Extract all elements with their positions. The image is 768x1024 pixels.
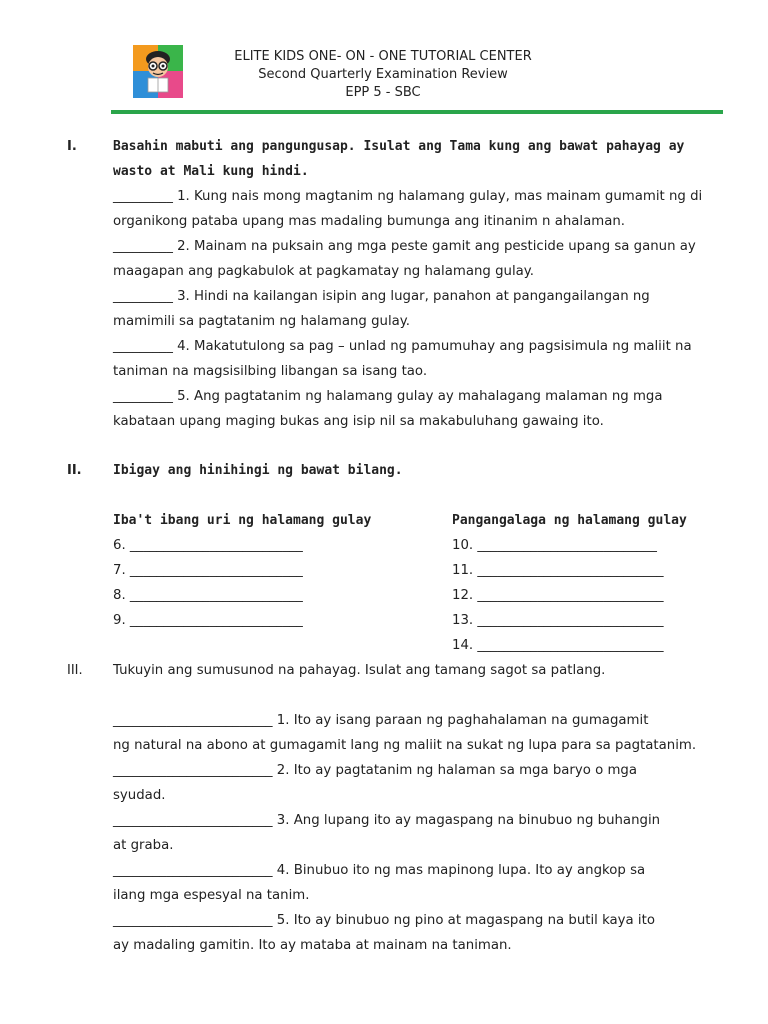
- section-1-line: _________ 5. Ang pagtatanim ng halamang gulay ay mahalagang malaman ng mga: [113, 389, 663, 404]
- section-3-line: ________________________ 5. Ito ay binubuo ng pino at magaspang na butil kaya ito: [113, 913, 655, 928]
- answer-blank[interactable]: 9. __________________________: [113, 613, 303, 628]
- section-3-line: ________________________ 1. Ito ay isang paraan ng paghahalaman na gumagamit: [113, 713, 649, 728]
- section-1-line: maagapan ang pagkabulok at pagkamatay ng halamang gulay.: [113, 264, 535, 279]
- answer-blank[interactable]: 10. ___________________________: [452, 538, 657, 553]
- tutorial-center-logo-icon: [133, 45, 183, 98]
- section-1-line: kabataan upang maging bukas ang isip nil sa makabuluhang gawaing ito.: [113, 414, 604, 429]
- left-column-heading: Iba't ibang uri ng halamang gulay: [113, 513, 372, 528]
- section-3-line: ay madaling gamitin. Ito ay mataba at mainam na taniman.: [113, 938, 512, 953]
- section-3-line: syudad.: [113, 788, 166, 803]
- section-1-line: _________ 1. Kung nais mong magtanim ng halamang gulay, mas mainam gumamit ng di: [113, 189, 703, 204]
- section-1-numeral: I.: [67, 139, 77, 154]
- section-1-line: mamimili sa pagtatanim ng halamang gulay.: [113, 314, 410, 329]
- answer-blank[interactable]: 11. ____________________________: [452, 563, 664, 578]
- section-3-line: ng natural na abono at gumagamit lang ng maliit na sukat ng lupa para sa pagtatanim.: [113, 738, 697, 753]
- section-1-instruction: Basahin mabuti ang pangungusap. Isulat ang Tama kung ang bawat pahayag ay: [113, 139, 685, 154]
- answer-blank[interactable]: 8. __________________________: [113, 588, 303, 603]
- section-1-line: _________ 4. Makatutulong sa pag – unlad ng pamumuhay ang pagsisimula ng maliit na: [113, 339, 692, 354]
- right-column-heading: Pangangalaga ng halamang gulay: [452, 513, 687, 528]
- answer-blank[interactable]: 13. ____________________________: [452, 613, 664, 628]
- section-3-line: ________________________ 2. Ito ay pagtatanim ng halaman sa mga baryo o mga: [113, 763, 638, 778]
- answer-blank[interactable]: 12. ____________________________: [452, 588, 664, 603]
- answer-blank[interactable]: 14. ____________________________: [452, 638, 664, 653]
- answer-blank[interactable]: 7. __________________________: [113, 563, 303, 578]
- header-divider: [111, 110, 723, 114]
- section-3-line: ilang mga espesyal na tanim.: [113, 888, 310, 903]
- section-1-line: organikong pataba upang mas madaling bumunga ang itinanim n ahalaman.: [113, 214, 626, 229]
- section-3-numeral: III.: [67, 663, 83, 678]
- section-2-instruction: Ibigay ang hinihingi ng bawat bilang.: [113, 463, 403, 478]
- subject-label: EPP 5 - SBC: [345, 85, 421, 100]
- section-1-line: _________ 2. Mainam na puksain ang mga peste gamit ang pesticide upang sa ganun ay: [113, 239, 696, 254]
- section-1-instruction-cont: wasto at Mali kung hindi.: [113, 164, 309, 179]
- section-1-line: _________ 3. Hindi na kailangan isipin ang lugar, panahon at pangangailangan ng: [113, 289, 650, 304]
- section-3-instruction: Tukuyin ang sumusunod na pahayag. Isulat ang tamang sagot sa patlang.: [113, 663, 606, 678]
- section-2-numeral: II.: [67, 463, 82, 478]
- section-3-line: ________________________ 4. Binubuo ito ng mas mapinong lupa. Ito ay angkop sa: [113, 863, 646, 878]
- exam-title: Second Quarterly Examination Review: [258, 67, 508, 82]
- school-name: ELITE KIDS ONE- ON - ONE TUTORIAL CENTER: [234, 49, 532, 64]
- answer-blank[interactable]: 6. __________________________: [113, 538, 303, 553]
- section-3-line: ________________________ 3. Ang lupang ito ay magaspang na binubuo ng buhangin: [113, 813, 661, 828]
- section-1-line: taniman na magsisilbing libangan sa isang tao.: [113, 364, 428, 379]
- section-3-line: at graba.: [113, 838, 174, 853]
